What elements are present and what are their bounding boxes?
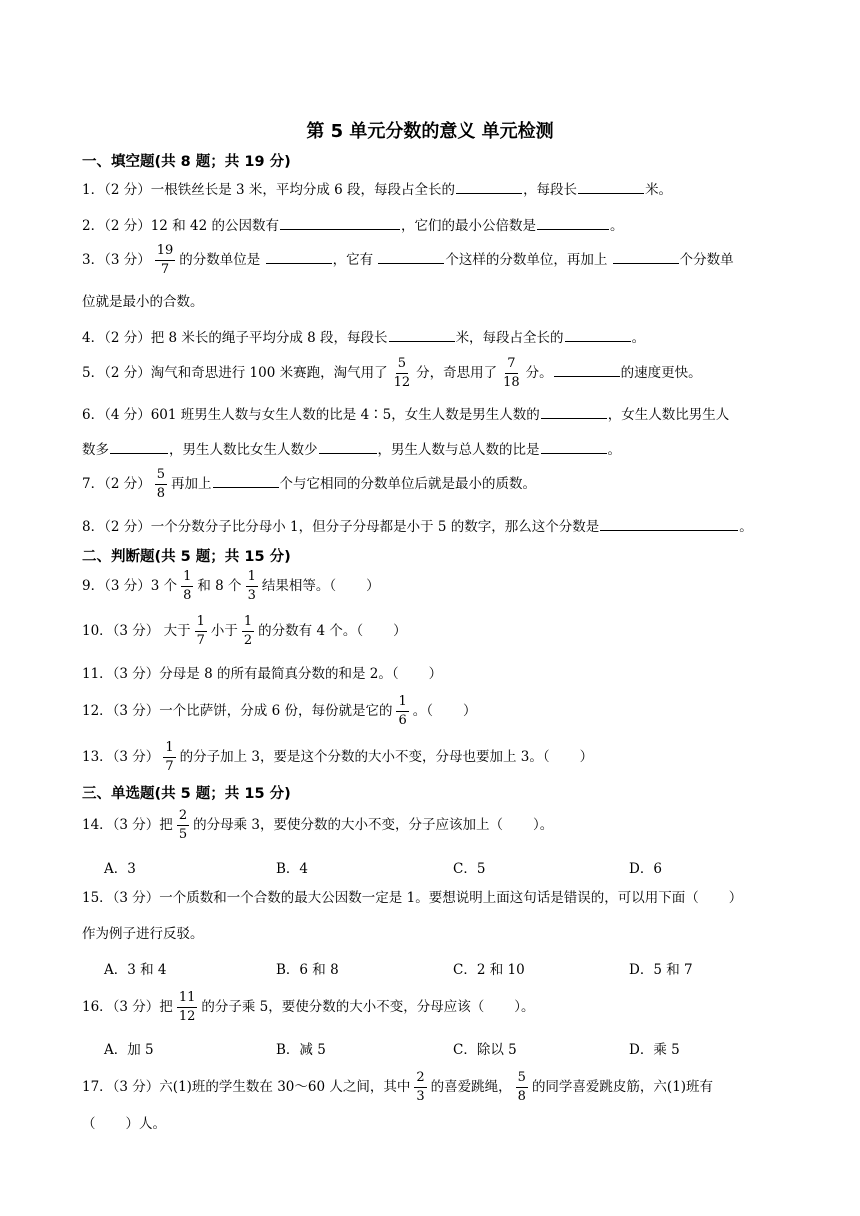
question-15: [82, 888, 742, 908]
q4-text: 4．（2 分）把 8 米长的绳子平均分成 8 段，每段长: [82, 330, 388, 346]
fraction: $\frac{1}{3}$: [247, 569, 256, 603]
answer-blank[interactable]: [565, 327, 631, 342]
question-5: [82, 356, 702, 391]
q2-text: 。: [609, 218, 624, 234]
q8-text: 。: [739, 519, 753, 535]
answer-blank[interactable]: [578, 179, 644, 194]
fraction: $\frac{5}{8}$: [517, 1070, 526, 1104]
q16-text: 的分子乘 5，要使分数的大小不变，分母应该（: [201, 999, 485, 1015]
q15-text: 15．（3 分）一个质数和一个合数的最大公因数一定是 1。要想说明上面这句话是错误的，可以用下面（: [82, 890, 699, 906]
q15-text: ）: [728, 890, 743, 906]
option-c[interactable]: C．5: [453, 861, 486, 877]
q7-text: 再加上: [171, 476, 212, 492]
option-a[interactable]: A．3: [104, 861, 136, 877]
answer-blank[interactable]: [213, 473, 279, 488]
question-12: [82, 694, 477, 729]
answer-blank[interactable]: [319, 439, 377, 454]
fraction: $\frac{2}{3}$: [416, 1070, 425, 1104]
question-14: [82, 808, 553, 843]
fraction: $\frac{1}{2}$: [243, 614, 253, 648]
question-3: [82, 243, 734, 278]
q13-text: ）: [579, 749, 594, 765]
q17-text: 17．（3 分）六(1)班的学生数在 30～60 人之间，其中: [82, 1079, 411, 1095]
fraction: $\frac{1}{6}$: [398, 694, 407, 728]
fraction: $\frac{19}{7}$: [156, 243, 174, 277]
q1-text: 米。: [645, 182, 673, 198]
option-b[interactable]: B．减 5: [276, 1042, 326, 1058]
q9-text: 9．（3 分）3 个: [82, 578, 178, 594]
q10-text: ）: [393, 623, 407, 639]
q2-text: ，它们的最小公倍数是: [400, 218, 536, 234]
q17-text: 的同学喜爱跳皮筋，六(1)班有: [531, 1079, 714, 1095]
question-6-cont: [82, 439, 621, 460]
answer-blank[interactable]: [378, 249, 444, 264]
q4-text: 。: [631, 330, 646, 346]
answer-blank[interactable]: [389, 327, 455, 342]
q12-text: ）: [463, 703, 477, 719]
q7-text: 个与它相同的分数单位后就是最小的质数。: [279, 476, 537, 492]
option-d[interactable]: D．乘 5: [629, 1042, 680, 1058]
q17-text: 的喜爱跳绳，: [430, 1079, 512, 1095]
section-true-false: 二、判断题(共 5 题；共 15 分): [82, 549, 291, 565]
q3-text: ，它有: [332, 252, 378, 268]
q9-text: 结果相等。（: [261, 578, 337, 594]
question-16: [82, 990, 535, 1025]
option-b[interactable]: B．4: [276, 861, 309, 877]
q11-text: ）: [428, 666, 443, 682]
q5-text: 分，奇思用了: [416, 365, 498, 381]
q5-text: 的速度更快。: [620, 365, 702, 381]
fraction: $\frac{7}{18}$: [503, 356, 520, 390]
q8-text: 8．（2 分）一个分数分子比分母小 1，但分子分母都是小于 5 的数字，那么这个分数是: [82, 519, 600, 535]
question-2: [82, 215, 623, 236]
question-1: [82, 179, 672, 200]
option-c[interactable]: C．2 和 10: [453, 962, 525, 978]
q14-text: ）。: [532, 817, 554, 833]
section-single-choice: 三、单选题(共 5 题；共 15 分): [82, 786, 291, 802]
q9-text: ）: [366, 578, 380, 594]
answer-blank[interactable]: [456, 179, 522, 194]
q10-text: 小于: [210, 623, 238, 639]
q13-text: 的分子加上 3，要是这个分数的大小不变，分母也要加上 3。（: [179, 749, 550, 765]
answer-blank[interactable]: [541, 404, 607, 419]
q16-text: ）。: [514, 999, 535, 1015]
option-a[interactable]: A．加 5: [104, 1042, 154, 1058]
q6-text: 6．（4 分）601 班男生人数与女生人数的比是 4∶5，女生人数是男生人数的: [82, 407, 540, 423]
question-10: [82, 614, 407, 649]
q1-text: ，每段长: [523, 182, 578, 198]
question-11: [82, 664, 442, 684]
q12-text: 12．（3 分）一个比萨饼，分成 6 份，每份就是它的: [82, 703, 393, 719]
fraction: $\frac{5}{12}$: [393, 356, 411, 390]
q9-text: 和 8 个: [197, 578, 242, 594]
answer-blank[interactable]: [537, 215, 609, 230]
q14-text: 的分母乘 3，要使分数的大小不变，分子应该加上（: [193, 817, 503, 833]
answer-blank[interactable]: [613, 249, 679, 264]
question-9: [82, 569, 380, 604]
q2-text: 2．（2 分）12 和 42 的公因数有: [82, 218, 279, 234]
answer-blank[interactable]: [110, 439, 168, 454]
fraction: $\frac{1}{7}$: [196, 614, 205, 648]
answer-blank[interactable]: [600, 516, 738, 531]
option-d[interactable]: D．6: [629, 861, 662, 877]
q13-text: 13．（3 分）: [82, 749, 160, 765]
q11-text: 11．（3 分）分母是 8 的所有最简真分数的和是 2。（: [82, 666, 399, 682]
answer-blank[interactable]: [266, 249, 332, 264]
question-6: [82, 404, 729, 425]
section-fill-in: 一、填空题(共 8 题；共 19 分): [82, 154, 291, 170]
q4-text: 米，每段占全长的: [455, 330, 564, 346]
question-7: [82, 467, 536, 502]
q6-text: 数多: [82, 442, 109, 458]
q5-text: 5．（2 分）淘气和奇思进行 100 米赛跑，淘气用了: [82, 365, 388, 381]
q6-text: ，女生人数比男生人: [607, 407, 730, 423]
question-3-cont: 位就是最小的合数。: [82, 294, 204, 310]
fraction: $\frac{5}{8}$: [156, 467, 166, 501]
fraction: $\frac{11}{12}$: [178, 990, 196, 1024]
option-a[interactable]: A．3 和 4: [104, 962, 167, 978]
fraction: $\frac{1}{8}$: [183, 569, 192, 603]
q6-text: ，男生人数与总人数的比是: [377, 442, 540, 458]
q10-text: 10．（3 分） 大于: [82, 623, 191, 639]
option-c[interactable]: C．除以 5: [453, 1042, 517, 1058]
q6-text: 。: [607, 442, 621, 458]
q3-text: 个这样的分数单位，再加上: [445, 252, 612, 268]
page-title: 第 5 单元分数的意义 单元检测: [306, 121, 554, 142]
fraction: $\frac{2}{5}$: [178, 808, 188, 842]
q12-text: 。（: [412, 703, 434, 719]
q17-text: （: [82, 1116, 96, 1132]
answer-blank[interactable]: [280, 215, 400, 230]
question-4: [82, 327, 645, 348]
question-15-cont: 作为例子进行反驳。: [82, 926, 204, 942]
q3-text: 的分数单位是: [179, 252, 265, 268]
question-13: [82, 740, 593, 775]
fraction: $\frac{1}{7}$: [165, 740, 174, 774]
q7-text: 7．（2 分）: [82, 476, 151, 492]
q1-text: 1．（2 分）一根铁丝长是 3 米，平均分成 6 段，每段占全长的: [82, 182, 456, 198]
q17-text: ）人。: [125, 1116, 166, 1132]
q10-text: 的分数有 4 个。（: [258, 623, 364, 639]
q5-text: 分。: [525, 365, 553, 381]
q3-text: 个分数单: [679, 252, 734, 268]
question-17: [82, 1070, 713, 1105]
q6-text: ，男生人数比女生人数少: [169, 442, 318, 458]
question-8: [82, 516, 753, 537]
q14-text: 14．（3 分）把: [82, 817, 173, 833]
option-b[interactable]: B．6 和 8: [276, 962, 339, 978]
question-17-cont: [82, 1114, 166, 1134]
option-d[interactable]: D．5 和 7: [629, 962, 693, 978]
q16-text: 16．（3 分）把: [82, 999, 173, 1015]
answer-blank[interactable]: [541, 439, 607, 454]
answer-blank[interactable]: [554, 362, 620, 377]
q3-text: 3．（3 分）: [82, 252, 151, 268]
